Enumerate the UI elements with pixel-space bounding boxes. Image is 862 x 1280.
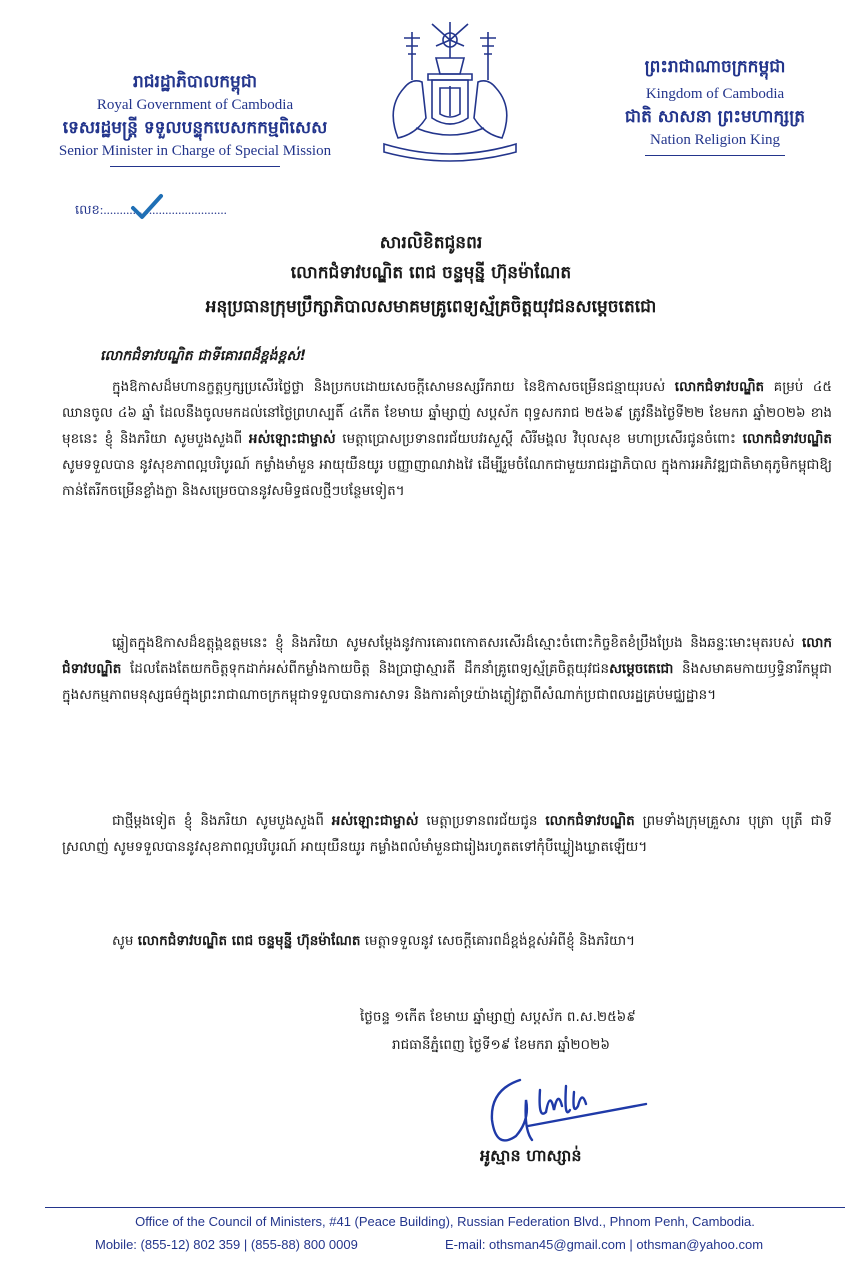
footer-email: E-mail: othsman45@gmail.com | othsman@yahoo.com bbox=[445, 1237, 764, 1252]
kingdom-header bbox=[600, 55, 830, 156]
paragraph-4 bbox=[62, 928, 832, 954]
p2-org: សម្តេចតេជោ bbox=[609, 661, 674, 677]
signer-name: អូស្មាន ហាស្សាន់ bbox=[480, 1146, 582, 1165]
p4-honorific: លោកជំទាវបណ្ឌិត ពេជ ចន្ទមុន្នី ហ៊ុនម៉ាណែត bbox=[137, 933, 361, 949]
office-english-name: Senior Minister in Charge of Special Mission bbox=[58, 143, 332, 159]
p1-honorific: លោកជំទាវបណ្ឌិត bbox=[674, 379, 765, 395]
footer-divider bbox=[45, 1207, 845, 1208]
paragraph-3 bbox=[62, 808, 832, 860]
p3-text: មេត្តាប្រទានពរជ័យជូន bbox=[418, 813, 546, 829]
kingdom-divider bbox=[645, 155, 785, 156]
p1-text: មេត្តាប្រោសប្រទានពរជ័យបវរសួស្តី សិរីមង្គល វិបុលសុខ មហាប្រសើរជូនចំពោះ bbox=[335, 431, 743, 447]
footer-mobile: Mobile: (855-12) 802 359 | (855-88) 800 0009 bbox=[95, 1237, 358, 1252]
royal-coat-of-arms-icon bbox=[376, 18, 524, 163]
p2-text: ដែលតែងតែយកចិត្តទុកដាក់អស់ពីកម្លាំងកាយចិត្ត និងប្រាជ្ញាស្មារតី ដឹកនាំគ្រូពេទ្យស្ម័គ្រចិត្តយុវជន bbox=[121, 661, 610, 677]
motto-english: Nation Religion King bbox=[650, 132, 780, 148]
p2-text: និងសមាគមកាយឫទ្ធិនារីកម្ពុជា ក្នុងសកម្មភាពមនុស្សធម៌ក្នុងព្រះរាជាណាចក្រកម្ពុជាទទួលបានការសាទរ និងការគាំទ្រយ៉ាងភ្លៀវភ្លាពីសំណាក់ប្រជាពលរដ្ឋគ្រប់មជ្ឈដ្ឋាន។ bbox=[62, 661, 832, 703]
p3-honorific: លោកជំទាវបណ្ឌិត bbox=[545, 813, 635, 829]
p4-text: មេត្តាទទួលនូវ សេចក្តីគោរពដ៏ខ្ពង់ខ្ពស់អំពីខ្ញុំ និងភរិយា។ bbox=[360, 933, 636, 949]
p1-honorific: លោកជំទាវបណ្ឌិត bbox=[742, 431, 832, 447]
p2-text: ឆ្លៀតក្នុងឱកាសដ៏ឧត្តុង្គឧត្តមនេះ ខ្ញុំ និងភរិយា សូមសម្តែងនូវការគោរពកោតសរសើរដ៏ស្មោះចំពោះកិច្ចខិតខំប្រឹងប្រែង និងឆន្ទៈមោះមុតរបស់ bbox=[112, 635, 802, 651]
p4-text: សូម bbox=[112, 933, 138, 949]
p3-text: ជាថ្មីម្តងទៀត ខ្ញុំ និងភរិយា សូមបួងសួងពី bbox=[112, 813, 332, 829]
gov-khmer-name: រាជរដ្ឋាភិបាលកម្ពុជា bbox=[132, 72, 258, 92]
p3-divine: អស់ឡោះជាម្ចាស់ bbox=[331, 813, 419, 829]
p2-honorific: លោកជំទាវបណ្ឌិត bbox=[62, 635, 832, 677]
p1-text: សូមទទួលបាន នូវសុខភាពល្អបរិបូរណ៍ កម្លាំងមាំមួន អាយុយឺនយូរ បញ្ញាញាណវាងវៃ ដើម្បីរួមចំណែកជាមួយរាជរដ្ឋាភិបាល ក្នុងការអភិវឌ្ឍជាតិមាតុភូមិកម្ពុជាឱ្យកាន់តែរីកចម្រើនខ្លាំងក្លា និងសម្រេចបាននូវសមិទ្ធផលថ្មីៗបន្ថែមទៀត។ bbox=[62, 457, 832, 499]
p1-text: ក្នុងឱកាសដ៏មហានក្ខត្តឫក្សប្រសើរថ្លៃថ្លា និងប្រកបដោយសេចក្តីសោមនស្សរីករាយ នៃឱកាសចម្រើនជន្មាយុរបស់ bbox=[112, 379, 675, 395]
footer-address: Office of the Council of Ministers, #41 (Peace Building), Russian Federation Blvd., Phnom Penh, Cambodia. bbox=[135, 1214, 755, 1229]
gov-english-name: Royal Government of Cambodia bbox=[96, 97, 294, 113]
p3-text: ព្រមទាំងក្រុមគ្រួសារ បុត្រា បុត្រី ជាទីស្រលាញ់ សូមទទួលបាននូវសុខភាពល្អបរិបូរណ៍ អាយុយឺនយូរ កម្លាំងពលំមាំមួនជារៀងរហូតតទៅកុំបីឃ្លៀងឃ្លាតឡើយ។ bbox=[62, 813, 832, 855]
letter-title: សារលិខិតជូនពរ bbox=[379, 233, 483, 253]
paragraph-1 bbox=[62, 374, 832, 504]
paragraph-2 bbox=[62, 630, 832, 708]
office-khmer-name: ទេសរដ្ឋមន្រ្តី ទទួលបន្ទុកបេសកកម្មពិសេស bbox=[62, 118, 328, 138]
checkmark-icon bbox=[130, 192, 164, 222]
kingdom-khmer-name: ព្រះរាជាណាចក្រកម្ពុជា bbox=[644, 57, 786, 77]
header-divider bbox=[110, 166, 280, 167]
p1-text: គម្រប់ ៤៥ ឈានចូល ៤៦ ឆ្នាំ ដែលនឹងចូលមកដល់នៅថ្ងៃព្រហស្បតិ៍ ៤កើត ខែមាឃ ឆ្នាំម្សាញ់ សប្តស័ក ពុទ្ធសករាជ ២៥៦៩ ត្រូវនឹងថ្ងៃទី២២ ខែមករា ឆ្នាំ២០២៦ ខាងមុខនេះ ខ្ញុំ និងភរិយា សូមបួងសួងពី bbox=[62, 379, 832, 447]
recipient-position-heading: អនុប្រធានក្រុមប្រឹក្សាភិបាលសមាគមគ្រូពេទ្យស្ម័គ្រចិត្តយុវជនសម្តេចតេជោ bbox=[205, 297, 657, 317]
salutation: លោកជំទាវបណ្ឌិត ជាទីគោរពដ៏ខ្ពង់ខ្ពស់! bbox=[100, 348, 307, 364]
recipient-name-heading: លោកជំទាវបណ្ឌិត ពេជ ចន្ទមុន្នី ហ៊ុនម៉ាណែត bbox=[290, 263, 572, 283]
kingdom-english-name: Kingdom of Cambodia bbox=[645, 86, 785, 102]
p1-divine: អស់ឡោះជាម្ចាស់ bbox=[248, 431, 336, 447]
reference-number: លេខ:...................................... bbox=[75, 202, 227, 217]
lunar-date: ថ្ងៃចន្ទ ១កើត ខែមាឃ ឆ្នាំម្សាញ់ សប្តស័ក ព.ស.២៥៦៩ bbox=[360, 1009, 636, 1025]
motto-khmer: ជាតិ សាសនា ព្រះមហាក្សត្រ bbox=[624, 107, 806, 127]
ministry-header bbox=[30, 70, 360, 167]
solar-date: រាជធានីភ្នំពេញ ថ្ងៃទី១៩ ខែមករា ឆ្នាំ២០២៦ bbox=[392, 1037, 610, 1053]
